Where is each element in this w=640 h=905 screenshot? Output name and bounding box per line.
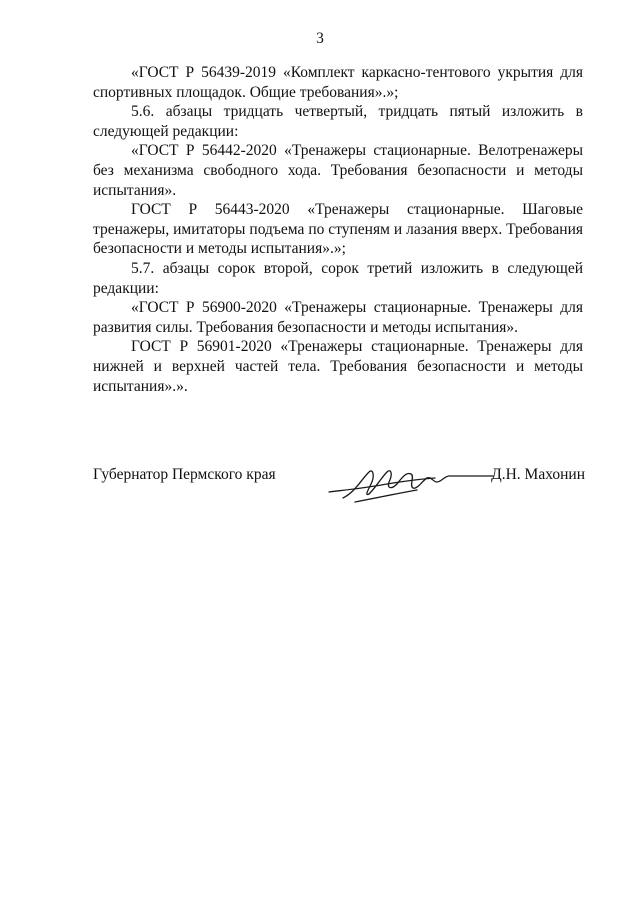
paragraph-gost-56443: ГОСТ Р 56443-2020 «Тренажеры стационарные. Шаговые тренажеры, имитаторы подъема по ступеням и лазания вверх. Требования безопасности и методы испытания».»;: [93, 201, 583, 258]
document-body: [93, 63, 583, 396]
paragraph-gost-56439: «ГОСТ Р 56439-2019 «Комплект каркасно-тентового укрытия для спортивных площадок. Общие требования».»;: [93, 64, 583, 101]
paragraph-item-5-6: 5.6. абзацы тридцать четвертый, тридцать пятый изложить в следующей редакции:: [93, 103, 583, 140]
signature-block: [93, 462, 585, 506]
signatory-name: Д.Н. Махонин: [491, 466, 585, 483]
page-number: 3: [316, 30, 324, 47]
signatory-position: Губернатор Пермского края: [93, 466, 276, 483]
paragraph-item-5-7: 5.7. абзацы сорок второй, сорок третий изложить в следующей редакции:: [93, 259, 583, 297]
paragraph-gost-56901: ГОСТ Р 56901-2020 «Тренажеры стационарные. Тренажеры для нижней и верхней частей тела. Требования безопасности и методы испытания».».: [93, 338, 583, 395]
paragraph-gost-56442: «ГОСТ Р 56442-2020 «Тренажеры стационарные. Велотренажеры без механизма свободного хода. Требования безопасности и методы испытания».: [93, 142, 583, 199]
paragraph-gost-56900: «ГОСТ Р 56900-2020 «Тренажеры стационарные. Тренажеры для развития силы. Требования безопасности и методы испытания».: [93, 299, 583, 336]
handwritten-signature: [325, 462, 495, 506]
